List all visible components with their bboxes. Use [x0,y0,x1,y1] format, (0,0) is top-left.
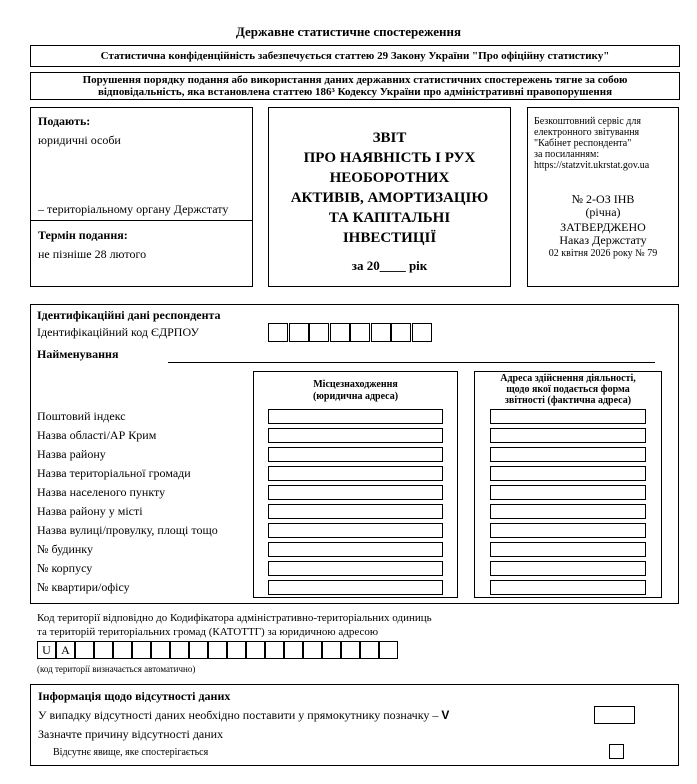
katottg-cell[interactable] [189,641,208,659]
legal-address-input[interactable] [268,447,443,462]
actual-address-header-line-2: щодо якої подається форма [506,384,630,395]
actual-address-input[interactable] [490,466,646,481]
legal-address-input[interactable] [268,428,443,443]
form-period: (річна) [585,205,621,219]
submitters-divider [31,220,252,221]
report-line-3: НЕОБОРОТНИХ [329,170,450,186]
form-number: № 2-ОЗ ІНВ [571,192,635,206]
address-row-label: Назва вулиці/провулку, площі тощо [37,523,218,537]
edrpou-digit-cell[interactable] [371,323,391,342]
report-line-5: ТА КАПІТАЛЬНІ [328,210,451,226]
actual-address-input[interactable] [490,409,646,424]
service-box [527,107,679,287]
absence-option-1-checkbox[interactable] [609,744,624,759]
legal-address-header-line-2: (юридична адреса) [312,391,399,402]
katottg-cell[interactable] [341,641,360,659]
katottg-cell[interactable] [379,641,398,659]
report-title-box [268,107,511,287]
edrpou-digit-cell[interactable] [268,323,288,342]
legal-address-input[interactable] [268,466,443,481]
edrpou-label: Ідентифікаційний код ЄДРПОУ [37,325,199,339]
service-url[interactable]: https://statzvit.ukrstat.gov.ua [534,160,650,171]
legal-address-input[interactable] [268,504,443,519]
actual-address-input[interactable] [490,561,646,576]
edrpou-digit-cell[interactable] [391,323,411,342]
address-row-label: № квартири/офісу [37,580,130,594]
actual-address-input[interactable] [490,447,646,462]
legal-address-header [253,379,458,403]
edrpou-digit-cell[interactable] [289,323,309,342]
report-line-6: ІНВЕСТИЦІЇ [342,230,437,246]
form-approved: ЗАТВЕРДЖЕНО [560,220,646,234]
violation-notice [30,72,680,100]
legal-address-input[interactable] [268,523,443,538]
katottg-cell[interactable] [113,641,132,659]
absence-option-1: Відсутнє явище, яке спостерігається [53,747,209,758]
identification-title: Ідентифікаційні дані респондента [37,308,221,322]
name-input-line[interactable] [168,362,655,363]
name-label: Найменування [37,347,119,361]
absence-reason: Зазначте причину відсутності даних [38,727,224,741]
check-mark-icon: V [441,708,450,722]
edrpou-digit-cell[interactable] [350,323,370,342]
violation-line-1: Порушення порядку подання або використання даних державних статистичних спостережень тягне за собою [82,74,628,86]
katottg-cell[interactable] [360,641,379,659]
report-line-4: АКТИВІВ, АМОРТИЗАЦІЮ [290,190,489,206]
actual-address-input[interactable] [490,523,646,538]
absence-mark-box[interactable] [594,706,635,724]
katottg-cell[interactable] [303,641,322,659]
edrpou-digit-cell[interactable] [309,323,329,342]
address-row-label: № корпусу [37,561,93,575]
submitters-who: юридичні особи [38,133,121,147]
service-line-1: Безкоштовний сервіс для [534,116,641,127]
actual-address-input[interactable] [490,504,646,519]
actual-address-header [474,373,662,406]
deadline-title: Термін подання: [38,228,128,242]
actual-address-header-line-1: Адреса здійснення діяльності, [500,373,636,384]
actual-address-input[interactable] [490,580,646,595]
address-row-label: Назва району у місті [37,504,143,518]
deadline-value: не пізніше 28 лютого [38,247,147,261]
katottg-note: (код території визначається автоматично) [37,664,196,674]
katottg-label [37,611,432,639]
page-title: Державне статистичне спостереження [235,24,462,39]
form-date: 02 квітня 2026 року № 79 [548,248,658,259]
address-row-label: Назва області/АР Крим [37,428,157,442]
address-row-label: № будинку [37,542,93,556]
katottg-cell[interactable] [151,641,170,659]
katottg-cell[interactable] [94,641,113,659]
service-line-2: електронного звітування [534,127,640,138]
katottg-cell[interactable] [322,641,341,659]
absence-title: Інформація щодо відсутності даних [38,689,231,703]
submitters-to: – територіальному органу Держстату [38,202,229,216]
absence-instruction [38,708,449,723]
submitters-title: Подають: [38,114,91,128]
submitters-box [30,107,253,287]
katottg-cell: A [56,641,75,659]
katottg-cell[interactable] [132,641,151,659]
legal-address-input[interactable] [268,561,443,576]
legal-address-input[interactable] [268,580,443,595]
confidentiality-notice [30,45,680,67]
legal-address-header-line-1: Місцезнаходження [313,379,398,390]
actual-address-header-line-3: звітності (фактична адреса) [504,395,632,406]
address-row-label: Поштовий індекс [37,409,126,423]
legal-address-input[interactable] [268,409,443,424]
katottg-cell[interactable] [208,641,227,659]
confidentiality-text: Статистична конфіденційність забезпечується статтею 29 Закону України "Про офіційну статистику" [100,50,610,62]
absence-instruction-text: У випадку відсутності даних необхідно поставити у прямокутнику позначку – [38,708,439,722]
service-line-4: за посиланням: [534,149,600,160]
katottg-cell[interactable] [227,641,246,659]
katottg-cell[interactable] [75,641,94,659]
address-row-label: Назва населеного пункту [37,485,166,499]
katottg-cell: U [37,641,56,659]
edrpou-digit-cell[interactable] [330,323,350,342]
form-order: Наказ Держстату [559,233,647,247]
katottg-line-2: та територій територіальних громад (КАТОТТГ) за юридичною адресою [37,626,379,638]
katottg-cell[interactable] [170,641,189,659]
actual-address-input[interactable] [490,428,646,443]
edrpou-digit-cell[interactable] [412,323,432,342]
report-year: за 20____ рік [351,258,428,273]
violation-line-2: відповідальність, яка встановлена статтею 186³ Кодексу України про адміністративні правопорушення [97,86,613,98]
katottg-cell[interactable] [246,641,265,659]
katottg-cell[interactable] [284,641,303,659]
report-line-1: ЗВІТ [372,130,407,146]
address-row-label: Назва територіальної громади [37,466,191,480]
legal-address-input[interactable] [268,542,443,557]
address-row-label: Назва району [37,447,106,461]
legal-address-input[interactable] [268,485,443,500]
report-line-2: ПРО НАЯВНІСТЬ І РУХ [303,150,476,166]
service-line-3: "Кабінет респондента" [534,138,632,149]
katottg-cell[interactable] [265,641,284,659]
actual-address-input[interactable] [490,485,646,500]
actual-address-input[interactable] [490,542,646,557]
katottg-line-1: Код території відповідно до Кодифікатора адміністративно-територіальних одиниць [37,612,432,624]
